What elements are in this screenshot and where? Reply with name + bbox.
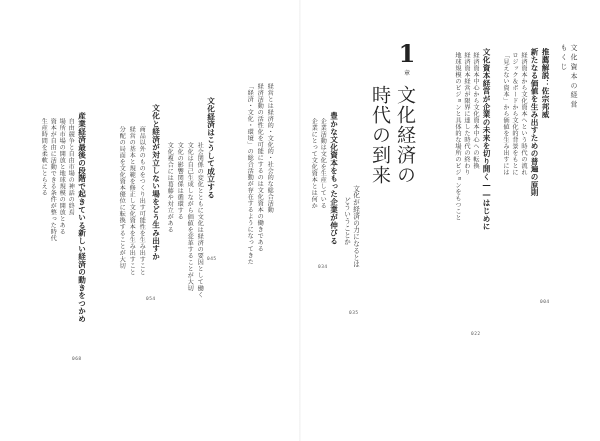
section-5-line-3: 資本が自由に活動できる条件が整った時代 <box>49 118 57 242</box>
chapter-subtitle-1: 文化が経済の力になるとは <box>351 185 360 268</box>
section-5-line-1: 自由競争と自由市場の神話の終焉 <box>67 118 75 216</box>
chapter-title-line-1: 文化経済の <box>394 85 416 185</box>
preface-line-3: 地球規模のビジョンと具体的な場所のビジョンをもつこと <box>454 52 461 221</box>
section-3-line-2: 文化は自己生成しながら価値を変革することが大切 <box>186 142 194 292</box>
section-2-page-number: 045 <box>207 257 217 262</box>
section-5-line-4: 生産時間を柔軟にとらえる <box>40 118 48 196</box>
intro-line-2: ロジック＆ボードから文化的背景をもとに <box>511 52 518 176</box>
section-1-line-1: 企業活動は文化を生産している <box>319 118 327 209</box>
section-3-heading: 文化と経済が対立しない場をどう生み出すか <box>151 104 161 260</box>
section-1-line-2: 企業にとって文化資本とは何か <box>310 118 318 209</box>
chapter-label: 章 <box>403 70 410 77</box>
section-4-heading: 産業経済最後の段階で起きている新しい経済の動きをつかめ <box>77 112 87 323</box>
section-2-line-2: 経済活動の活性化を可能にするのは文化資本の働きである <box>256 83 264 252</box>
chapter-number: 1 <box>398 39 416 68</box>
preface-heading: 文化資本経営が企業の未来を切り開く――はじめに <box>482 48 491 231</box>
section-2-line-1: 経営とは経済的・文化的・社会的な総合活動 <box>266 83 274 213</box>
section-3-page-number: 054 <box>146 297 156 302</box>
intro-page-number: 004 <box>540 300 550 305</box>
section-4-line-2: 経営の基本と規範を修正し文化資本を生み出すこと <box>128 126 136 276</box>
section-2-line-3: 「経済・文化・環境」の総合活動が存在するようになってきた <box>246 83 254 265</box>
preface-page-number: 022 <box>471 332 481 337</box>
preface-line-1: 経済資本中心から文化資本中心への転換 <box>472 52 479 169</box>
intro-heading: 推薦解説：佐宗邦威 <box>541 48 550 119</box>
intro-subheading: 新たなる価値を生み出すための普遍の原則 <box>530 48 539 197</box>
book-title: 文化資本の経営 <box>570 44 578 110</box>
contents-label: もくじ <box>560 44 568 73</box>
chapter-title-line-2: 時代の到来 <box>369 85 391 185</box>
section-3-line-4: 文化複合には葛藤や対立がある <box>166 142 174 233</box>
section-5-line-2: 場所市場の開放と地球規模の開放とある <box>58 118 66 235</box>
section-1-heading: 豊かな文化資本をもった企業が伸びる <box>329 112 339 245</box>
section-4-page-number: 068 <box>72 357 82 362</box>
section-4-line-1: 商品以外のものをつくり出す可能性を生み出すこと <box>138 126 146 276</box>
section-1-page-number: 034 <box>318 265 328 270</box>
section-4-line-3: 分配の局面を文化資本優位に転換することが大切 <box>118 126 126 269</box>
preface-line-2: 経済資本経営が限界に達した時代の終わり <box>463 52 470 176</box>
intro-line-1: 経済資本から文化資本へという時代の流れ <box>520 52 527 176</box>
section-2-heading: 文化経済はこうして成立する <box>206 97 216 199</box>
chapter-page-number: 035 <box>349 311 359 316</box>
chapter-subtitle-2: どういうことか <box>342 197 351 246</box>
section-3-line-1: 社会関係の変化とともに文化は経済の要因として働く <box>196 142 204 298</box>
section-3-line-3: 文化の影響関係は循環する <box>176 142 184 220</box>
page-gutter <box>299 0 301 441</box>
intro-line-3: 「見えない資本」から価値を生み出すには <box>502 52 509 176</box>
